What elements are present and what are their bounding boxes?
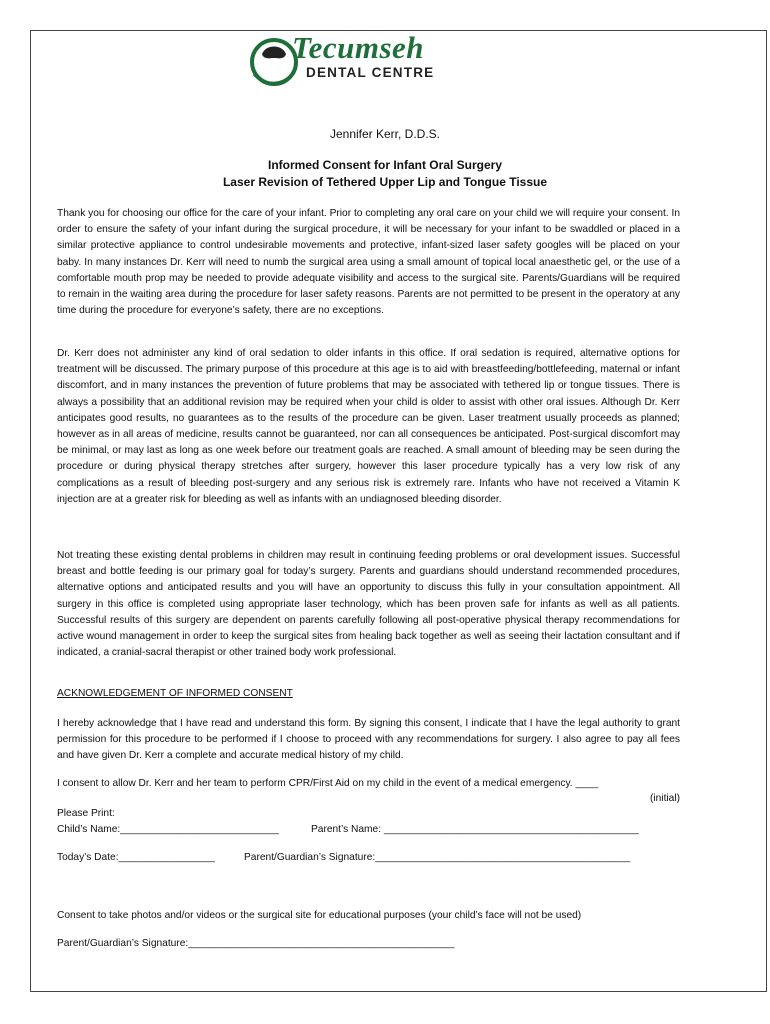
guardian-signature-field[interactable]: Parent/Guardian’s Signature:_____________________________________________ xyxy=(244,852,631,863)
clinic-logo xyxy=(248,32,448,92)
doctor-name: Jennifer Kerr, D.D.S. xyxy=(329,127,441,141)
acknowledgement-paragraph: I hereby acknowledge that I have read and understand this form. By signing this consent, I indicate that I have the legal authority to grant permission for this procedure to be performed if I choose to proceed with any recommendations for surgery. I also agree to pay all fees and have given Dr. Kerr a complete and accurate medical history of my child. xyxy=(57,718,680,762)
please-print-label: Please Print: xyxy=(57,808,115,819)
sedation-paragraph: Dr. Kerr does not administer any kind of oral sedation to older infants in this office. If oral sedation is required, alternative options for treatment will be discussed. The primary purpose of this procedure at this age is to aid with breastfeeding/bottlefeeding, maternal or infant discomfort, and in many instances the prevention of future problems that may be associated with tethered lip or tongue tissues. There is always a possibility that an additional revision may be required when your child is older to assist with other oral issues. Although Dr. Kerr anticipates good results, no guarantees as to the results of the procedure can be given. Laser treatment usually proceeds as planned; however as in all areas of medicine, results cannot be guaranteed, nor can all consequences be anticipated. Post-surgical discomfort may be minimal, or may last as long as one week before our treatment goals are reached. A small amount of bleeding may be seen during the procedure or during physical therapy stretches after surgery, however this laser procedure typically has a very low risk of any complications as a result of bleeding post-surgery and any serious risk is extremely rare. Infants who have not received a Vitamin K injection are at a greater risk for bleeding as well as infants with an undiagnosed bleeding disorder. xyxy=(57,348,680,505)
cpr-consent-line[interactable]: I consent to allow Dr. Kerr and her team to perform CPR/First Aid on my child in the event of a medical emergency. ____ xyxy=(57,778,599,789)
logo-name: Tecumseh xyxy=(292,30,425,65)
acknowledgement-heading: ACKNOWLEDGEMENT OF INFORMED CONSENT xyxy=(57,688,293,699)
intro-paragraph: Thank you for choosing our office for the care of your infant. Prior to completing any oral care on your child we will require your consent. In order to ensure the safety of your infant during the surgical procedure, it will be necessary for your infant to be swaddled or placed in a similar protective appliance to control undesirable movements and protective, infant-sized laser safety googles will be placed on your baby. In many instances Dr. Kerr will need to numb the surgical area using a small amount of topical local anaesthetic gel, or the use of a comfortable mouth prop may be needed to provide adequate visibility and access to the surgical site. Parents/Guardians will be required to remain in the waiting area during the procedure for laser safety reasons. Parents are not permitted to be present in the operatory at any time during the procedure for everyone’s safety, there are no exceptions. xyxy=(57,208,680,317)
photo-consent-text: Consent to take photos and/or videos or the surgical site for educational purposes (your child’s face will not be used) xyxy=(57,910,582,921)
parent-name-field[interactable]: Parent’s Name: _____________________________________________ xyxy=(311,824,639,835)
todays-date-field[interactable]: Today’s Date:_________________ xyxy=(57,852,215,863)
risks-paragraph: Not treating these existing dental problems in children may result in continuing feeding problems or oral development issues. Successful breast and bottle feeding is our primary goal for today’s surgery. Parents and guardians should understand recommended procedures, alternative options and anticipated results and you will have an opportunity to discuss this fully in your consultation appointment. All surgery in this office is completed using appropriate laser technology, which has been proven safe for infants as well as all patients. Successful results of this surgery are dependent on parents carefully following all post-operative physical therapy recommendations for active wound management in order to keep the surgical sites from healing back together as well as seeing their lactation consultant and if indicated, a cranial-sacral therapist or other trained body work professional. xyxy=(57,550,680,659)
document-subtitle: Laser Revision of Tethered Upper Lip and Tongue Tissue xyxy=(222,175,548,189)
document-title: Informed Consent for Infant Oral Surgery xyxy=(267,158,503,172)
initial-label: (initial) xyxy=(649,793,680,804)
child-name-field[interactable]: Child’s Name:____________________________ xyxy=(57,824,279,835)
photo-guardian-signature-field[interactable]: Parent/Guardian’s Signature:_______________________________________________ xyxy=(57,938,455,949)
logo-subtitle: DENTAL CENTRE xyxy=(306,65,435,80)
